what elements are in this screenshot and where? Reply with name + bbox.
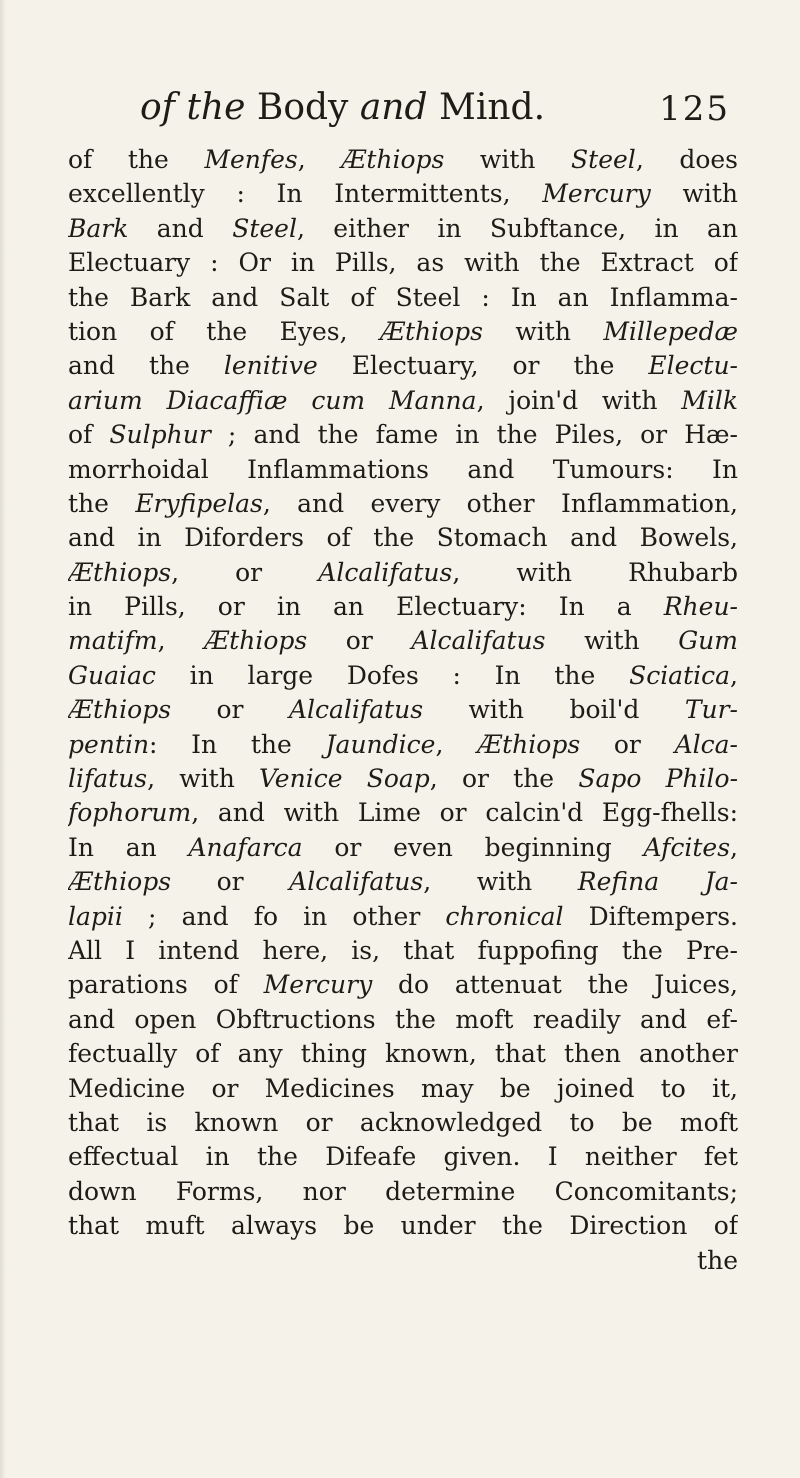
text-line: down Forms, nor determine Concomitants; xyxy=(68,1176,738,1206)
text-line: parations of Mercury do attenuat the Juices, xyxy=(68,970,738,1000)
text-line: tion of the Eyes, Æthiops with Millepedæ xyxy=(68,316,738,346)
text-line: Æthiops or Alcalifatus with boil'd Tur- xyxy=(68,695,738,725)
text-line: pentin: In the Jaundice, Æthiops or Alca- xyxy=(68,729,738,759)
text-line: Æthiops, or Alcalifatus, with Rhubarb xyxy=(68,557,738,587)
text-line: and open Obftructions the moft readily and ef- xyxy=(68,1004,738,1034)
text-line: the Eryfipelas, and every other Inflammation, xyxy=(68,488,738,518)
text-line: the xyxy=(697,1245,738,1275)
text-line: lapii ; and fo in other chronical Diftempers. xyxy=(68,901,738,931)
text-line: in Pills, or in an Electuary: In a Rheu- xyxy=(68,592,738,622)
text-line: of Sulphur ; and the fame in the Piles, or Hæ- xyxy=(68,420,738,450)
body-text xyxy=(68,143,738,1278)
text-line: that muft always be under the Direction of xyxy=(68,1211,738,1241)
text-line: excellently : In Intermittents, Mercury with xyxy=(68,179,738,209)
running-head-mind: Mind. xyxy=(439,87,546,128)
text-line: effectual in the Difeafe given. I neither fet xyxy=(68,1142,738,1172)
running-head-the: the xyxy=(186,87,246,128)
text-line: of the Menfes, Æthiops with Steel, does xyxy=(68,145,738,174)
text-line: Electuary : Or in Pills, as with the Extract of xyxy=(68,248,738,278)
running-head-and: and xyxy=(359,87,428,128)
text-line: In an Anafarca or even beginning Afcites, xyxy=(68,832,738,862)
text-line: All I intend here, is, that fuppofing the Pre- xyxy=(68,935,738,965)
text-line: lifatus, with Venice Soap, or the Sapo Philo- xyxy=(68,764,738,794)
text-line: that is known or acknowledged to be moft xyxy=(68,1107,738,1137)
text-line: the Bark and Salt of Steel : In an Inflamma- xyxy=(68,282,738,312)
text-line: Guaiac in large Dofes : In the Sciatica, xyxy=(68,660,738,690)
text-line: and the lenitive Electuary, or the Electu- xyxy=(68,351,738,381)
text-line: morrhoidal Inflammations and Tumours: In xyxy=(68,454,738,484)
running-head xyxy=(140,87,546,128)
text-line: fophorum, and with Lime or calcin'd Egg-fhells: xyxy=(68,798,738,828)
text-line: Æthiops or Alcalifatus, with Refina Ja- xyxy=(68,867,738,897)
page-number: 125 xyxy=(659,89,730,129)
page-left-edge-shadow xyxy=(0,0,6,1478)
text-line: Bark and Steel, either in Subftance, in an xyxy=(68,213,738,243)
text-line: Medicine or Medicines may be joined to it, xyxy=(68,1073,738,1103)
text-line: and in Diforders of the Stomach and Bowels, xyxy=(68,523,738,553)
running-head-body: Body xyxy=(256,87,349,128)
page-header xyxy=(140,87,730,150)
running-head-of: of xyxy=(140,87,175,128)
text-line: matifm, Æthiops or Alcalifatus with Gum xyxy=(68,626,738,656)
text-line: fectually of any thing known, that then another xyxy=(68,1039,738,1069)
text-line: arium Diacaffiæ cum Manna, join'd with Milk xyxy=(68,385,738,415)
